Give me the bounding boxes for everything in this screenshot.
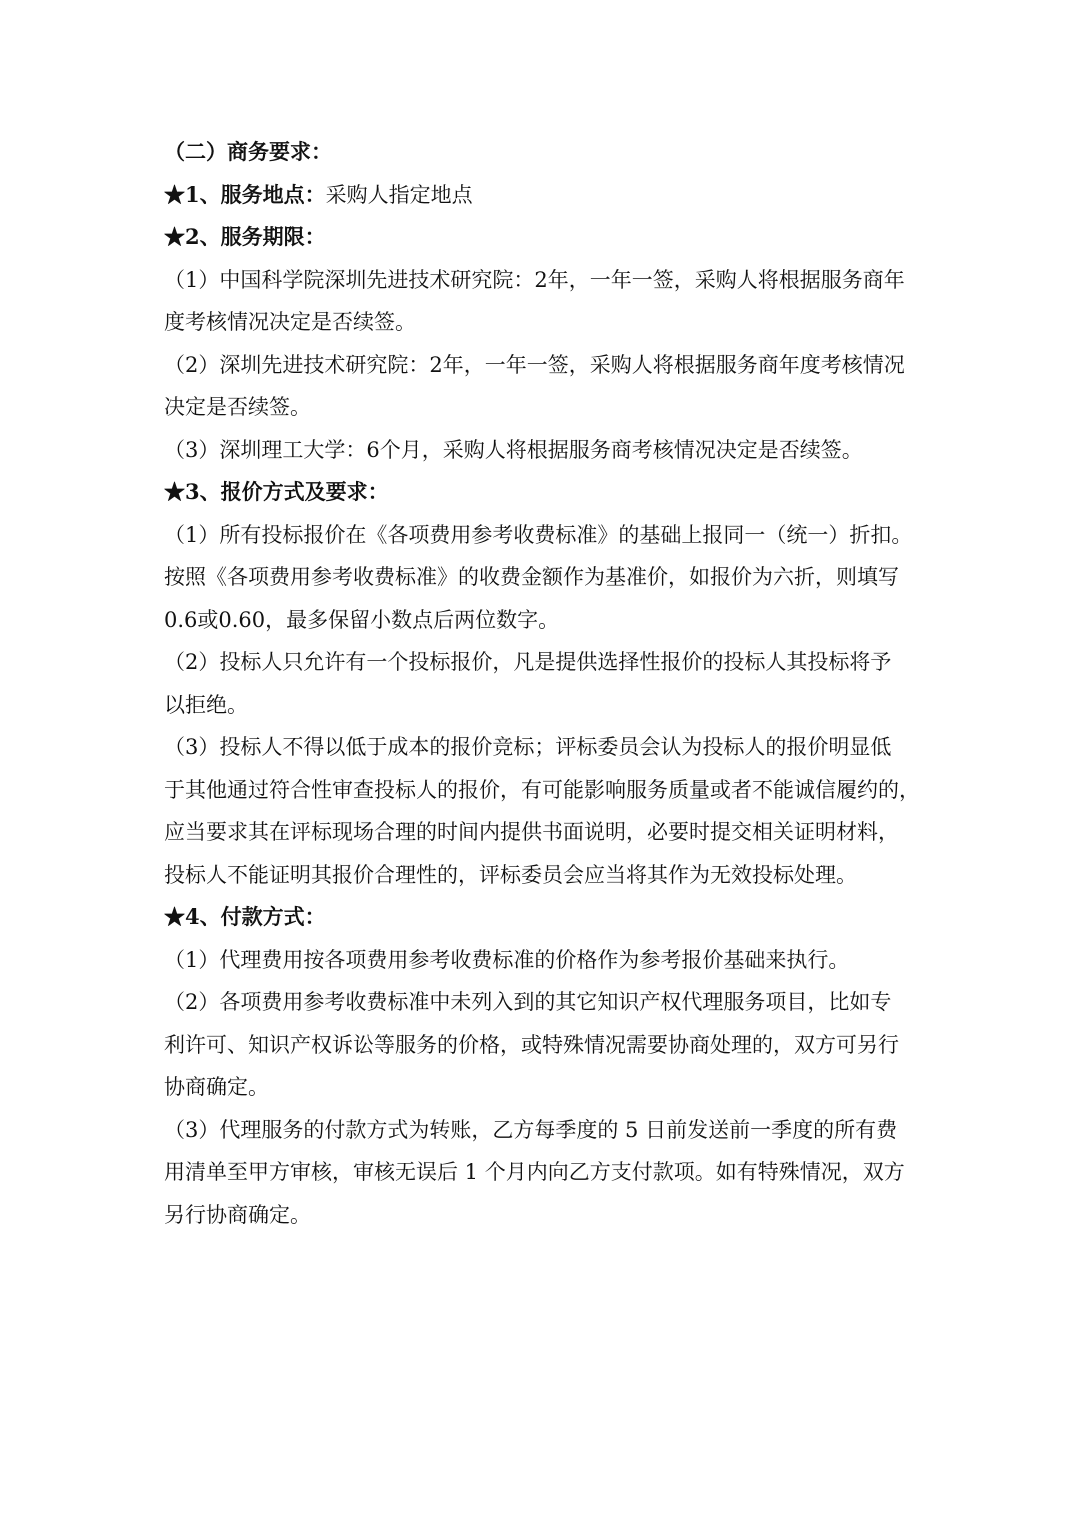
paragraph-line: 用清单至甲方审核，审核无误后 1 个月内向乙方支付款项。如有特殊情况，双方 (164, 1160, 905, 1184)
document-body (164, 131, 924, 1236)
paragraph-line: （3）投标人不得以低于成本的报价竞标；评标委员会认为投标人的报价明显低 (164, 735, 892, 759)
item-1-service-location (164, 174, 924, 217)
paragraph-line: （3）代理服务的付款方式为转账，乙方每季度的 5 日前发送前一季度的所有费 (164, 1117, 898, 1142)
paragraph-line: （1）代理费用按各项费用参考收费标准的价格作为参考报价基础来执行。 (164, 947, 850, 972)
paragraph-line: 决定是否续签。 (164, 395, 311, 419)
paragraph-line: （2）投标人只允许有一个投标报价，凡是提供选择性报价的投标人其投标将予 (164, 650, 892, 674)
paragraph-line: 于其他通过符合性审查投标人的报价，有可能影响服务质量或者不能诚信履约的， (164, 777, 920, 802)
star-icon: ★ (164, 181, 185, 207)
paragraph-line: 以拒绝。 (164, 692, 248, 717)
paragraph-line: （2）深圳先进技术研究院：2年，一年一签，采购人将根据服务商年度考核情况 (164, 352, 905, 377)
item-4-payment-method (164, 896, 924, 939)
item-label: 2、服务期限： (185, 224, 326, 249)
star-icon: ★ (164, 224, 185, 249)
item-2-service-period (164, 216, 924, 259)
paragraph-line: 投标人不能证明其报价合理性的，评标委员会应当将其作为无效投标处理。 (164, 862, 857, 887)
paragraph-line: （3）深圳理工大学：6个月，采购人将根据服务商考核情况决定是否续签。 (164, 437, 863, 462)
item-label: 4、付款方式： (185, 904, 326, 929)
item-label: 3、报价方式及要求： (185, 479, 389, 504)
star-icon: ★ (164, 904, 185, 929)
item-value: 采购人指定地点 (325, 182, 473, 207)
paragraph-line: 度考核情况决定是否续签。 (164, 310, 416, 334)
paragraph-line: （1）所有投标报价在《各项费用参考收费标准》的基础上报同一（统一）折扣。 (164, 522, 913, 547)
section-title: （二）商务要求： (164, 139, 332, 164)
paragraph-line: 应当要求其在评标现场合理的时间内提供书面说明，必要时提交相关证明材料， (164, 820, 899, 844)
item-3-quotation-method (164, 471, 924, 514)
paragraph-line: 协商确定。 (164, 1075, 269, 1099)
paragraph-line: （1）中国科学院深圳先进技术研究院：2年，一年一签，采购人将根据服务商年 (164, 267, 905, 292)
paragraph-line: 另行协商确定。 (164, 1202, 311, 1227)
item-label: 1、服务地点： (185, 181, 326, 207)
paragraph-line: 利许可、知识产权诉讼等服务的价格，或特殊情况需要协商处理的，双方可另行 (164, 1032, 899, 1057)
paragraph-line: 0.6或0.60，最多保留小数点后两位数字。 (164, 607, 560, 632)
star-icon: ★ (164, 479, 185, 504)
paragraph-line: 按照《各项费用参考收费标准》的收费金额作为基准价，如报价为六折，则填写 (164, 565, 899, 589)
paragraph-line: （2）各项费用参考收费标准中未列入到的其它知识产权代理服务项目，比如专 (164, 990, 892, 1014)
